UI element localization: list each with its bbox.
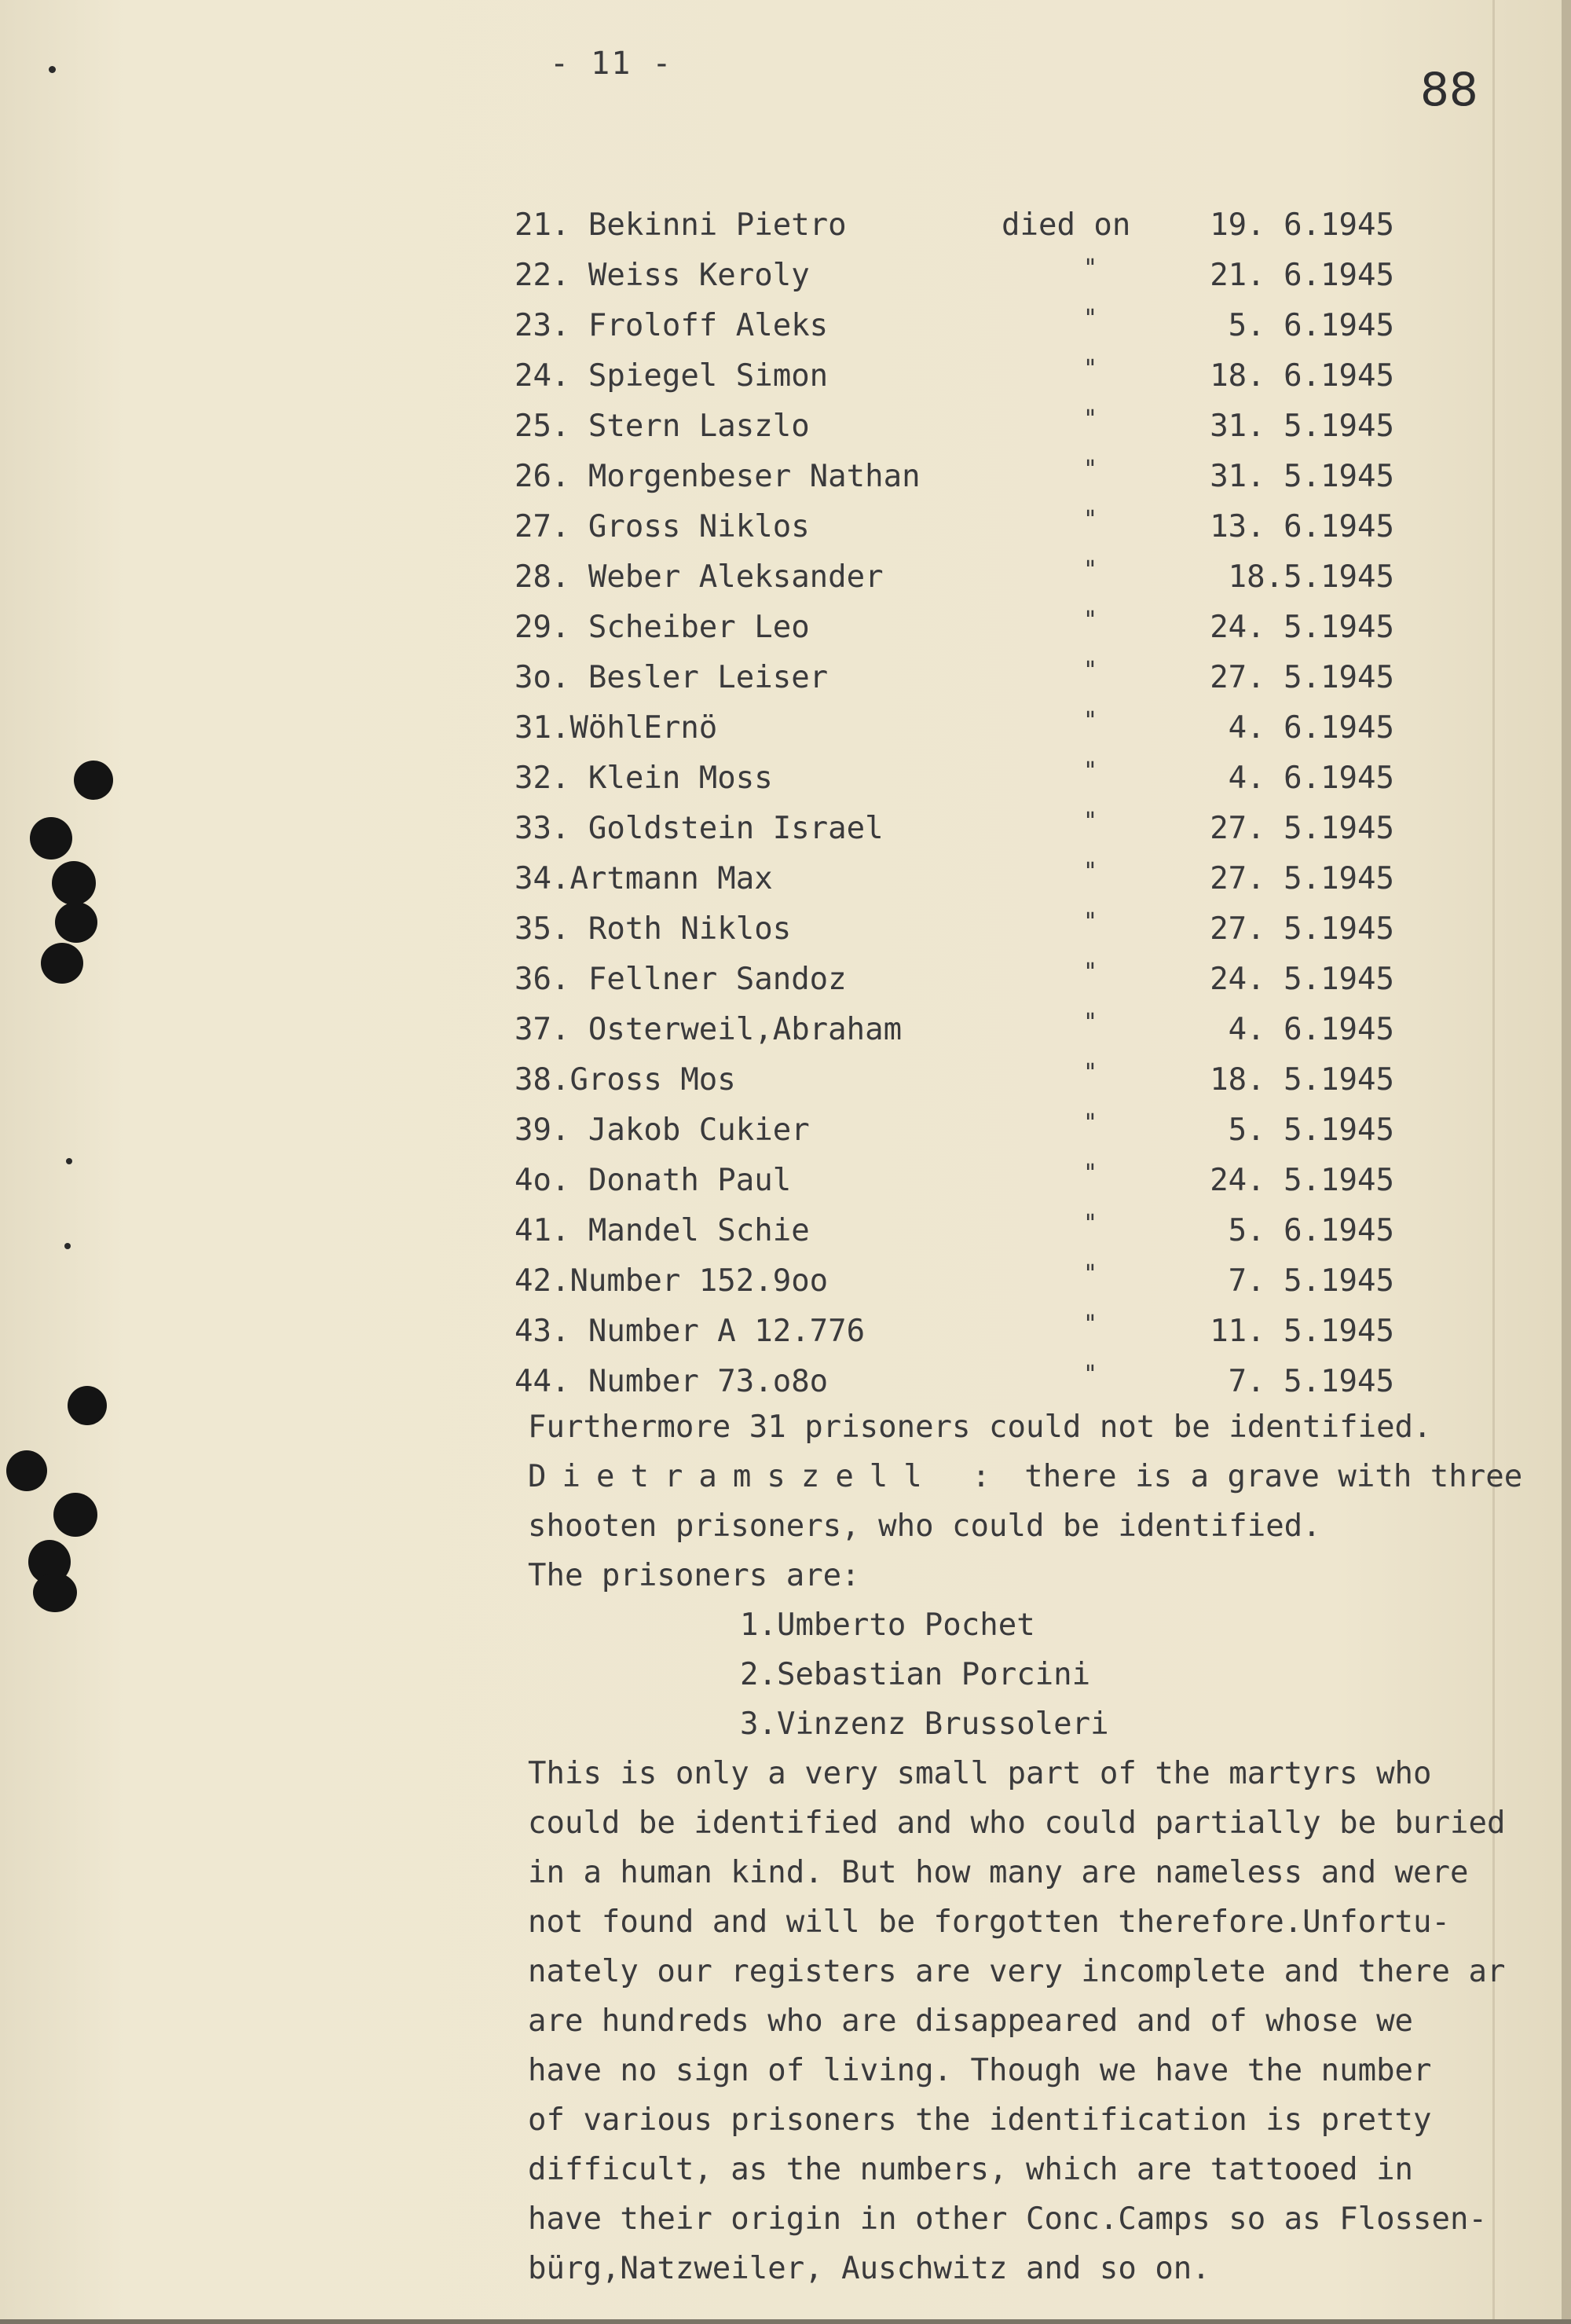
record-name: 36. Fellner Sandoz <box>515 962 847 997</box>
record-date: 4. 6.1945 <box>1228 710 1394 746</box>
ditto-mark: " <box>1083 556 1098 584</box>
record-name: 44. Number 73.o8o <box>515 1364 829 1399</box>
record-date: 18.5.1945 <box>1228 559 1394 595</box>
record-name: 35. Roth Niklos <box>515 911 792 947</box>
punch-hole <box>30 817 72 860</box>
record-name: 27. Gross Niklos <box>515 509 810 544</box>
ditto-mark: " <box>1083 1160 1098 1187</box>
record-row <box>515 756 1394 806</box>
record-name: 29. Scheiber Leo <box>515 610 810 645</box>
folio-number: 88 <box>1420 63 1478 116</box>
record-date: 7. 5.1945 <box>1228 1364 1394 1399</box>
ditto-mark: " <box>1083 959 1098 986</box>
record-date: 5. 6.1945 <box>1228 1213 1394 1248</box>
page-number: - 11 - <box>550 46 673 82</box>
record-row <box>515 303 1394 354</box>
record-date: 31. 5.1945 <box>1210 459 1394 494</box>
record-name: 3o. Besler Leiser <box>515 660 829 695</box>
record-row <box>515 203 1394 253</box>
record-row <box>515 1058 1394 1108</box>
record-row <box>515 1108 1394 1158</box>
text-line: not found and will be forgotten therefore.Unfortu- <box>528 1904 1450 1940</box>
ditto-mark: " <box>1083 908 1098 936</box>
ditto-mark: " <box>1083 355 1098 383</box>
text-fragment: there is a grave with three <box>1005 1459 1523 1494</box>
record-row <box>515 354 1394 404</box>
text-line: nately our registers are very incomplete and there ar <box>528 1954 1506 1989</box>
text-line: have no sign of living. Though we have the number <box>528 2053 1432 2088</box>
ditto-mark: " <box>1083 1361 1098 1388</box>
record-name: 38.Gross Mos <box>515 1062 736 1098</box>
ditto-mark: " <box>1083 456 1098 483</box>
text-line <box>528 1452 1522 1501</box>
record-date: 5. 5.1945 <box>1228 1113 1394 1148</box>
record-date: 27. 5.1945 <box>1210 911 1394 947</box>
record-status: died on <box>1002 207 1131 243</box>
ditto-mark: " <box>1083 1210 1098 1237</box>
record-row <box>515 957 1394 1007</box>
text-line: The prisoners are: <box>528 1558 860 1593</box>
record-date: 21. 6.1945 <box>1210 258 1394 293</box>
ditto-mark: " <box>1083 1009 1098 1036</box>
punch-hole <box>52 861 96 905</box>
record-row <box>515 907 1394 957</box>
record-name: 21. Bekinni Pietro <box>515 207 847 243</box>
record-row <box>515 555 1394 605</box>
text-line: have their origin in other Conc.Camps so as Flossen- <box>528 2201 1487 2237</box>
record-name: 24. Spiegel Simon <box>515 358 829 394</box>
ditto-mark: " <box>1083 1109 1098 1137</box>
punch-hole <box>55 902 97 943</box>
record-row <box>515 1208 1394 1259</box>
punch-hole <box>33 1573 77 1612</box>
paper-speck <box>49 66 56 73</box>
record-date: 4. 6.1945 <box>1228 761 1394 796</box>
record-row <box>515 1309 1394 1359</box>
ditto-mark: " <box>1083 305 1098 332</box>
record-name: 43. Number A 12.776 <box>515 1314 866 1349</box>
record-date: 11. 5.1945 <box>1210 1314 1394 1349</box>
record-date: 31. 5.1945 <box>1210 409 1394 444</box>
text-line: are hundreds who are disappeared and of whose we <box>528 2003 1414 2039</box>
record-row <box>515 706 1394 756</box>
record-name: 28. Weber Aleksander <box>515 559 884 595</box>
ditto-mark: " <box>1083 808 1098 835</box>
record-name: 42.Number 152.9oo <box>515 1263 829 1299</box>
punch-hole <box>6 1450 47 1491</box>
place-name: Dietramszell : <box>528 1459 1006 1494</box>
ditto-mark: " <box>1083 858 1098 885</box>
prisoner-item: 1.Umberto Pochet <box>740 1607 1035 1643</box>
record-row <box>515 504 1394 555</box>
text-line: shooten prisoners, who could be identified. <box>528 1508 1321 1544</box>
record-name: 31.WöhlErnö <box>515 710 718 746</box>
record-row <box>515 856 1394 907</box>
text-line: This is only a very small part of the martyrs who <box>528 1756 1432 1791</box>
record-date: 5. 6.1945 <box>1228 308 1394 343</box>
punch-hole <box>53 1493 97 1537</box>
prisoner-item: 3.Vinzenz Brussoleri <box>740 1706 1109 1742</box>
text-line: bürg,Natzweiler, Auschwitz and so on. <box>528 2251 1210 2286</box>
text-line: could be identified and who could partially be buried <box>528 1805 1506 1841</box>
record-name: 25. Stern Laszlo <box>515 409 810 444</box>
record-date: 27. 5.1945 <box>1210 811 1394 846</box>
paper-speck <box>66 1158 72 1164</box>
ditto-mark: " <box>1083 707 1098 735</box>
punch-hole <box>74 761 113 800</box>
record-name: 34.Artmann Max <box>515 861 773 896</box>
death-record-list <box>515 203 1394 1409</box>
paper-edge <box>1562 0 1571 2324</box>
record-date: 18. 6.1945 <box>1210 358 1394 394</box>
record-name: 33. Goldstein Israel <box>515 811 884 846</box>
prisoner-item: 2.Sebastian Porcini <box>740 1657 1091 1692</box>
text-line: in a human kind. But how many are nameless and were <box>528 1855 1469 1890</box>
record-date: 27. 5.1945 <box>1210 660 1394 695</box>
record-row <box>515 806 1394 856</box>
ditto-mark: " <box>1083 1310 1098 1338</box>
record-date: 19. 6.1945 <box>1210 207 1394 243</box>
record-date: 24. 5.1945 <box>1210 962 1394 997</box>
punch-hole <box>41 943 83 984</box>
record-date: 4. 6.1945 <box>1228 1012 1394 1047</box>
paper-speck <box>64 1243 71 1249</box>
record-row <box>515 1259 1394 1309</box>
ditto-mark: " <box>1083 607 1098 634</box>
record-row <box>515 655 1394 706</box>
text-line: Furthermore 31 prisoners could not be identified. <box>528 1409 1432 1445</box>
record-date: 13. 6.1945 <box>1210 509 1394 544</box>
record-name: 22. Weiss Keroly <box>515 258 810 293</box>
paper-edge-bottom <box>0 2319 1571 2324</box>
record-row <box>515 404 1394 454</box>
record-row <box>515 454 1394 504</box>
record-date: 7. 5.1945 <box>1228 1263 1394 1299</box>
ditto-mark: " <box>1083 1260 1098 1288</box>
ditto-mark: " <box>1083 657 1098 684</box>
record-date: 27. 5.1945 <box>1210 861 1394 896</box>
record-row <box>515 1158 1394 1208</box>
record-name: 26. Morgenbeser Nathan <box>515 459 921 494</box>
ditto-mark: " <box>1083 1059 1098 1087</box>
ditto-mark: " <box>1083 757 1098 785</box>
ditto-mark: " <box>1083 405 1098 433</box>
ditto-mark: " <box>1083 506 1098 533</box>
punch-hole <box>68 1386 107 1425</box>
text-line: difficult, as the numbers, which are tattooed in <box>528 2152 1414 2187</box>
ditto-mark: " <box>1083 255 1098 282</box>
record-row <box>515 1007 1394 1058</box>
record-name: 23. Froloff Aleks <box>515 308 829 343</box>
record-name: 4o. Donath Paul <box>515 1163 792 1198</box>
record-date: 24. 5.1945 <box>1210 1163 1394 1198</box>
record-date: 24. 5.1945 <box>1210 610 1394 645</box>
record-row <box>515 253 1394 303</box>
record-name: 41. Mandel Schie <box>515 1213 810 1248</box>
body-text <box>528 1402 1522 2293</box>
record-row <box>515 605 1394 655</box>
record-name: 37. Osterweil,Abraham <box>515 1012 903 1047</box>
record-name: 32. Klein Moss <box>515 761 773 796</box>
record-name: 39. Jakob Cukier <box>515 1113 810 1148</box>
record-date: 18. 5.1945 <box>1210 1062 1394 1098</box>
text-line: of various prisoners the identification is pretty <box>528 2102 1432 2138</box>
